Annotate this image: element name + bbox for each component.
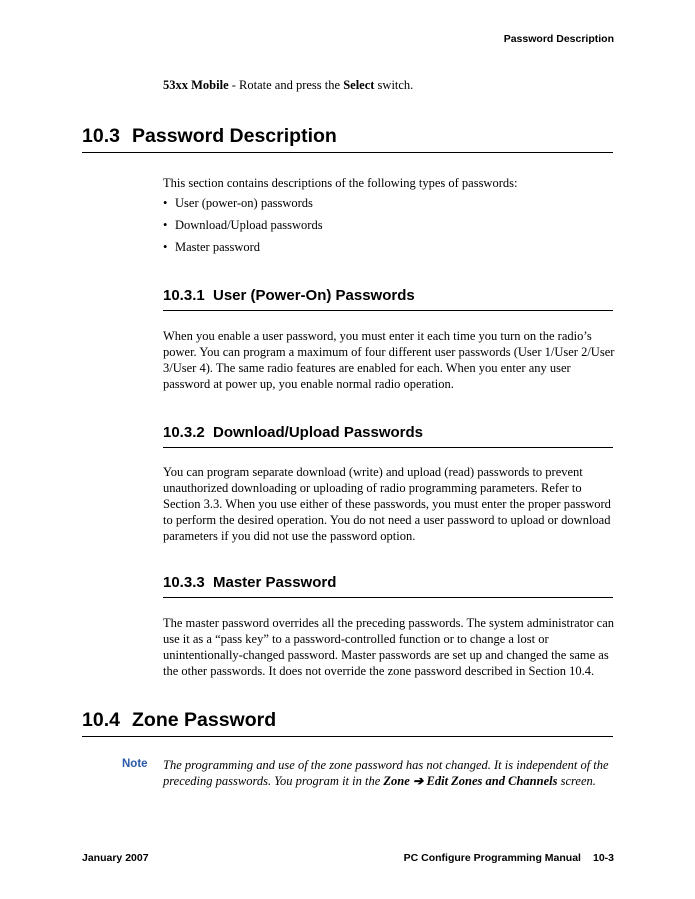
running-head: Password Description [503, 33, 614, 45]
note-line: The programming and use of the zone password has not changed. It is independent of the [163, 758, 609, 772]
download-upload-paragraph [163, 464, 618, 544]
list-item: • User (power-on) passwords [163, 196, 313, 210]
bullet-icon: • [163, 240, 168, 254]
page-number: 10-3 [592, 852, 614, 864]
subsection-heading-10-3-1 [163, 287, 613, 311]
arrow-icon: ➔ [409, 774, 427, 788]
intro-bold-prefix: 53xx Mobile [163, 78, 229, 92]
footer-manual-title: PC Configure Programming Manual [403, 852, 581, 864]
subsection-heading-10-3-3 [163, 574, 613, 598]
paragraph-line: You can program separate download (write) and upload (read) passwords to prevent [163, 465, 583, 479]
section-heading-10-4 [82, 709, 613, 737]
list-item: • Download/Upload passwords [163, 218, 323, 232]
note-label: Note [122, 758, 148, 770]
list-item: • Master password [163, 240, 261, 254]
footer-title-page [404, 852, 614, 864]
paragraph-line: When you enable a user password, you must enter it each time you turn on the radio’s [163, 329, 592, 343]
bullet-icon: • [163, 196, 168, 210]
paragraph-line: to perform the desired operation. You do not need a user password to upload or download [163, 513, 611, 527]
paragraph-line: power. You can program a maximum of four different user passwords (User 1/User 2/User [163, 345, 615, 359]
subsection-number: 10.3.3 [163, 574, 205, 591]
subsection-heading-10-3-2 [163, 424, 613, 448]
section-heading-10-3 [82, 125, 613, 153]
subsection-number: 10.3.2 [163, 424, 205, 441]
password-types-list [163, 195, 323, 261]
section-number: 10.4 [82, 709, 120, 731]
paragraph-line: the other passwords. It does not override the zone password described in Section 10.4. [163, 664, 595, 678]
subsection-title: Download/Upload Passwords [213, 424, 424, 441]
paragraph-line: 3/User 4). The same radio features are enabled for each. When you enter any user [163, 361, 571, 375]
paragraph-line: parameters if you did not use the password option. [163, 529, 416, 543]
note-text [163, 757, 618, 789]
intro-suffix: switch. [374, 78, 414, 92]
paragraph-line: unauthorized downloading or uploading of radio programming parameters. Refer to [163, 481, 582, 495]
subsection-number: 10.3.1 [163, 287, 205, 304]
user-password-paragraph [163, 328, 618, 392]
note-line: preceding passwords. You program it in the Zone ➔ Edit Zones and Channels screen. [163, 774, 596, 788]
paragraph-line: The master password overrides all the preceding passwords. The system administrator can [163, 616, 615, 630]
section-number: 10.3 [82, 125, 120, 147]
intro-instruction [163, 78, 413, 93]
footer-date: January 2007 [82, 852, 149, 864]
menu-zone: Zone [383, 774, 410, 788]
master-password-paragraph [163, 615, 618, 679]
section-title: Password Description [132, 125, 337, 147]
paragraph-line: use it as a “pass key” to a password-controlled function or to change a lost or [163, 632, 549, 646]
paragraph-line: Section 3.3. When you use either of these passwords, you must enter the proper password [163, 497, 611, 511]
paragraph-line: password at power up, you enable normal radio operation. [163, 377, 454, 391]
paragraph-line: unintentionally-changed password. Master passwords are set up and changed the same as [163, 648, 609, 662]
menu-edit-zones-and-channels: Edit Zones and Channels [426, 774, 558, 788]
section-title: Zone Password [132, 709, 277, 731]
intro-middle: - Rotate and press the [228, 78, 344, 92]
section-intro-paragraph: This section contains descriptions of the following types of passwords: [163, 176, 518, 190]
bullet-icon: • [163, 218, 168, 232]
subsection-title: User (Power-On) Passwords [213, 287, 415, 304]
subsection-title: Master Password [213, 574, 337, 591]
intro-bold-word: Select [343, 78, 375, 92]
